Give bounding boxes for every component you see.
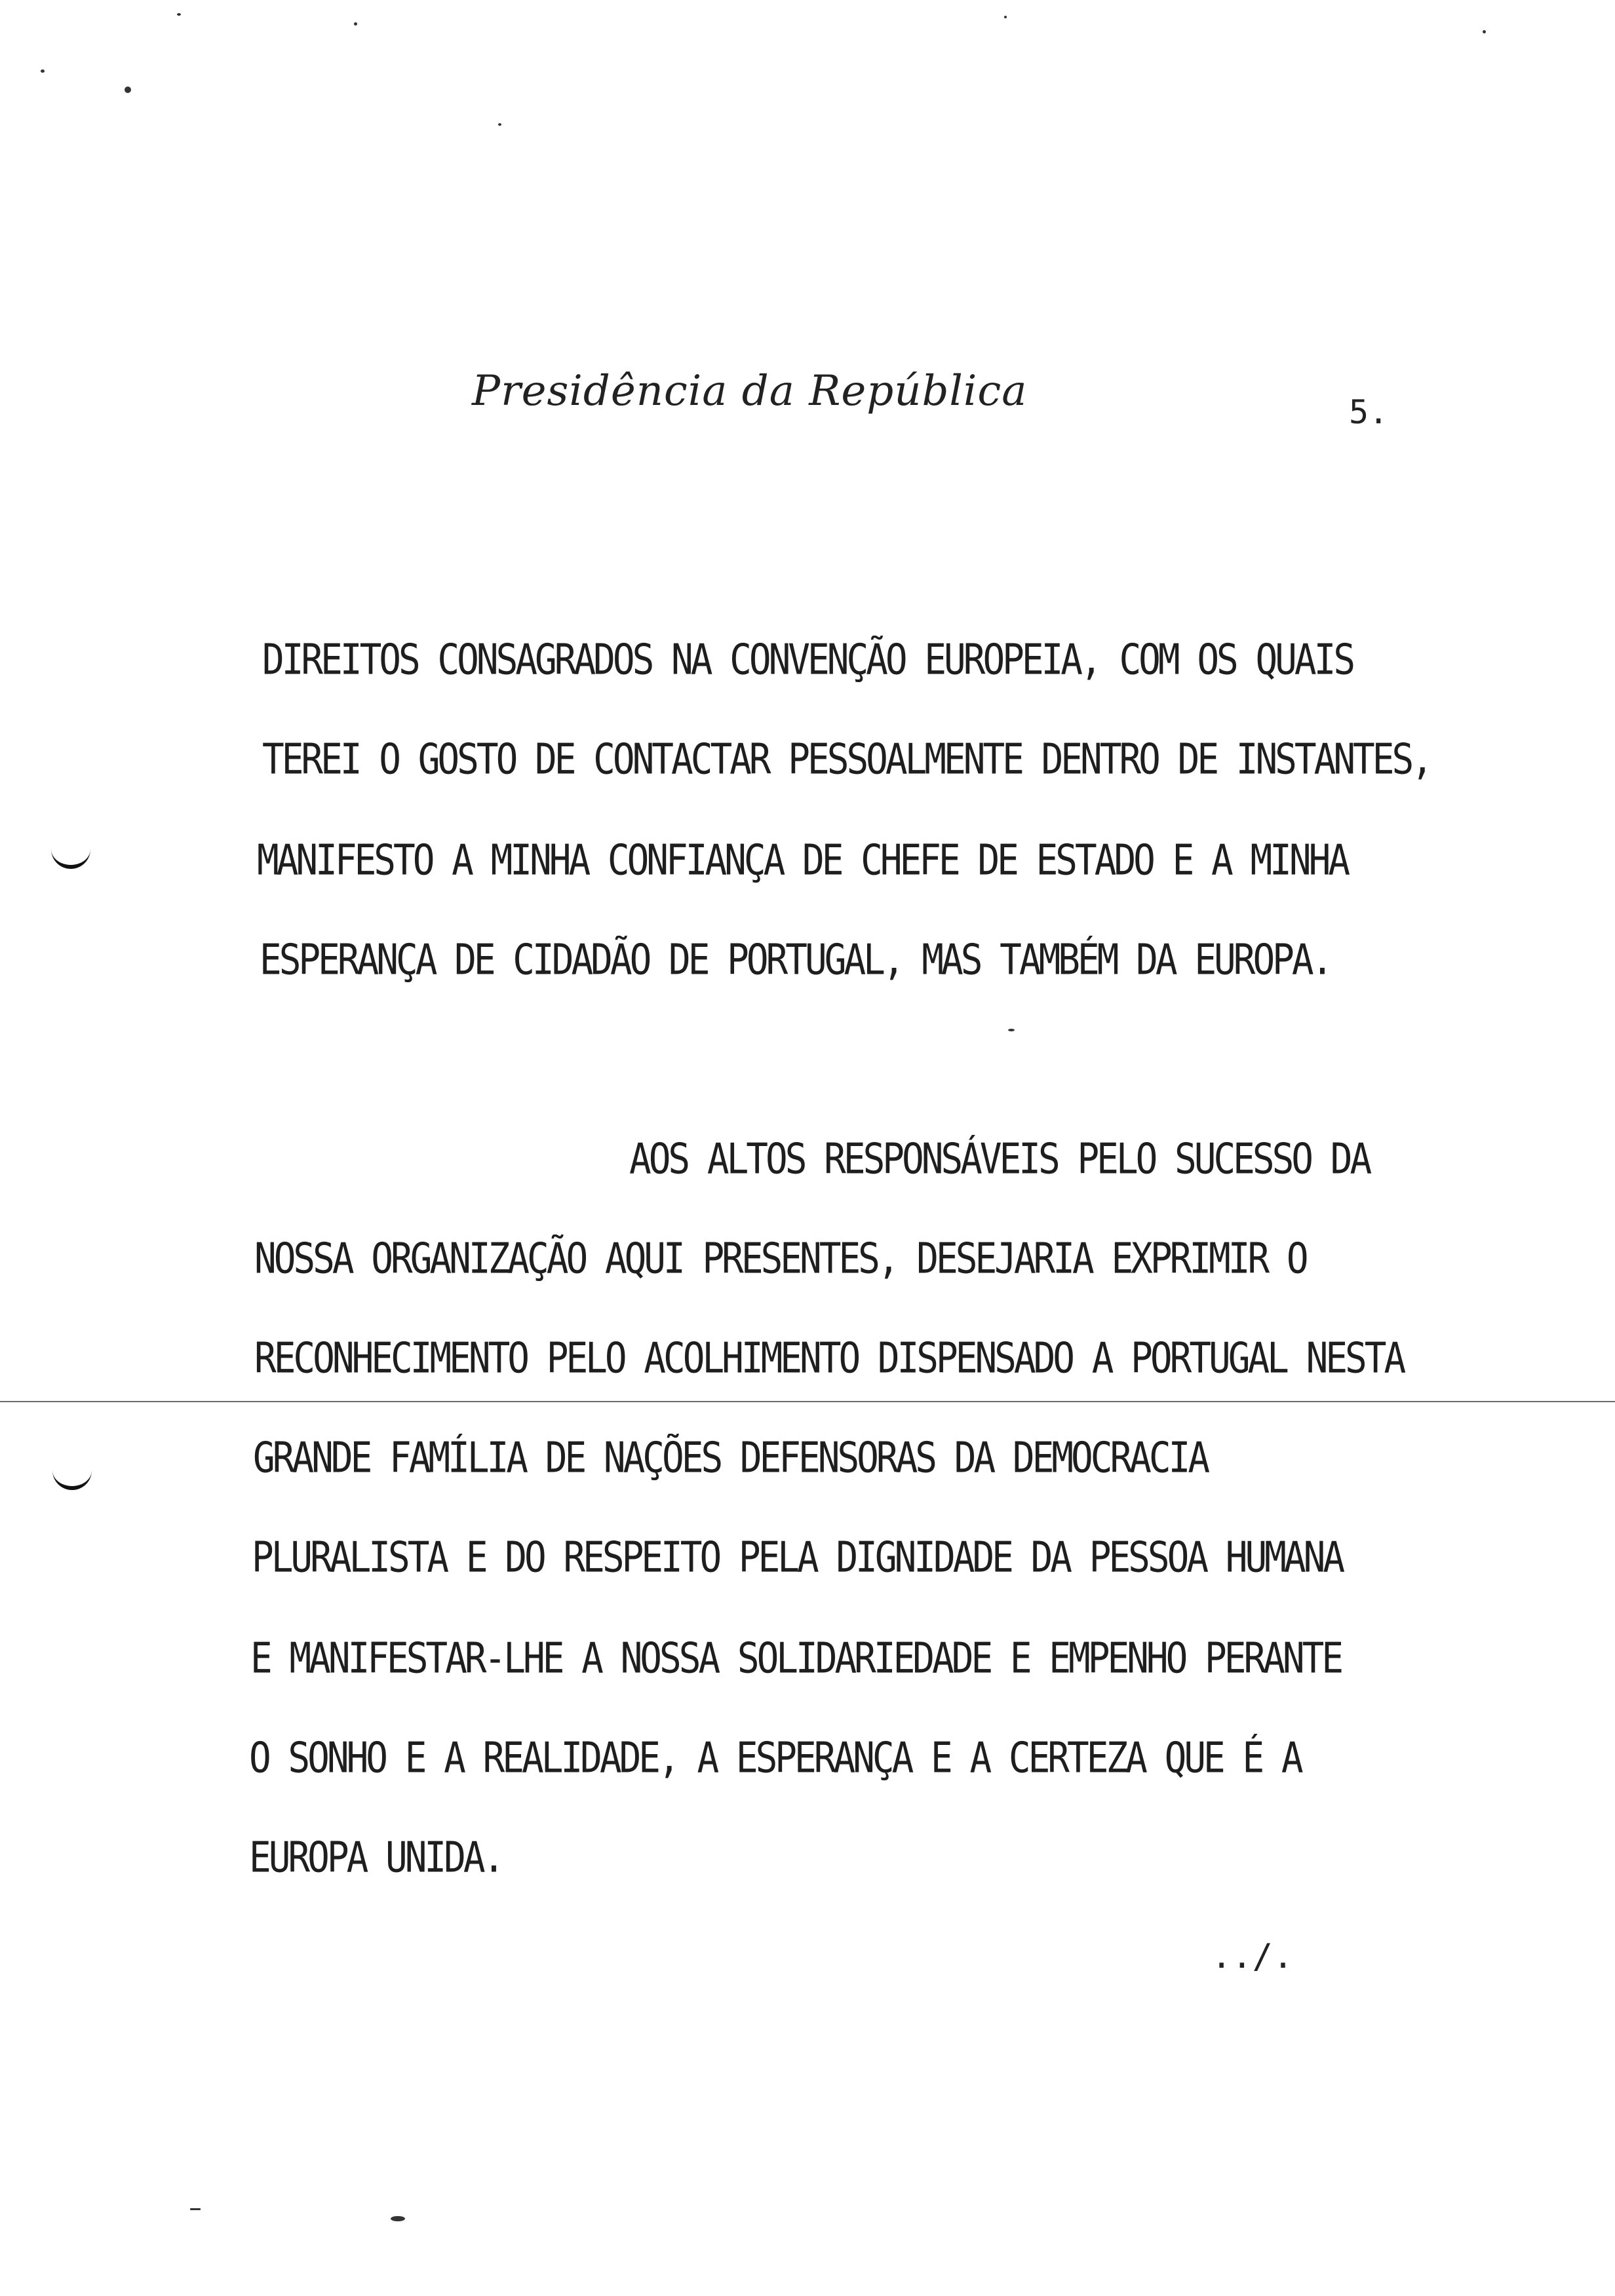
scan-speck <box>190 2208 201 2210</box>
continuation-mark: ../. <box>1211 1937 1294 1976</box>
scan-speck <box>125 86 131 93</box>
paragraph-2-line-2: NOSSA ORGANIZAÇÃO AQUI PRESENTES, DESEJARIA EXPRIMIR O <box>254 1234 1306 1284</box>
paragraph-1-line-3: MANIFESTO A MINHA CONFIANÇA DE CHEFE DE ESTADO E A MINHA <box>257 836 1348 885</box>
scan-speck <box>1004 16 1007 18</box>
paragraph-2-line-5: PLURALISTA E DO RESPEITO PELA DIGNIDADE DA PESSOA HUMANA <box>252 1533 1343 1582</box>
fold-line <box>0 1401 1615 1402</box>
paragraph-2-line-7: O SONHO E A REALIDADE, A ESPERANÇA E A CERTEZA QUE É A <box>249 1734 1301 1783</box>
paragraph-2-line-6: E MANIFESTAR-LHE A NOSSA SOLIDARIEDADE E EMPENHO PERANTE <box>250 1634 1342 1683</box>
paragraph-2-line-8: EUROPA UNIDA. <box>249 1833 503 1883</box>
scan-speck <box>41 69 45 73</box>
margin-check-mark <box>52 1466 92 1490</box>
paragraph-2-line-3: RECONHECIMENTO PELO ACOLHIMENTO DISPENSADO A PORTUGAL NESTA <box>254 1334 1404 1383</box>
paragraph-1-line-4: ESPERANÇA DE CIDADÃO DE PORTUGAL, MAS TAMBÉM DA EUROPA. <box>260 936 1331 985</box>
scan-speck <box>1008 1029 1015 1031</box>
paragraph-2-line-4: GRANDE FAMÍLIA DE NAÇÕES DEFENSORAS DA DEMOCRACIA <box>253 1434 1208 1483</box>
scan-speck <box>498 123 501 126</box>
scan-speck <box>1483 30 1486 33</box>
scan-speck <box>354 22 357 26</box>
margin-check-mark <box>51 845 90 869</box>
scan-speck <box>391 2216 405 2221</box>
scan-speck <box>177 13 181 16</box>
letterhead: Presidência da República <box>472 367 1028 415</box>
paragraph-2-line-1: AOS ALTOS RESPONSÁVEIS PELO SUCESSO DA <box>629 1135 1370 1184</box>
paragraph-1-line-2: TEREI O GOSTO DE CONTACTAR PESSOALMENTE DENTRO DE INSTANTES, <box>262 735 1431 784</box>
page-number: 5. <box>1349 393 1389 431</box>
paragraph-1-line-1: DIREITOS CONSAGRADOS NA CONVENÇÃO EUROPEIA, COM OS QUAIS <box>262 636 1353 685</box>
